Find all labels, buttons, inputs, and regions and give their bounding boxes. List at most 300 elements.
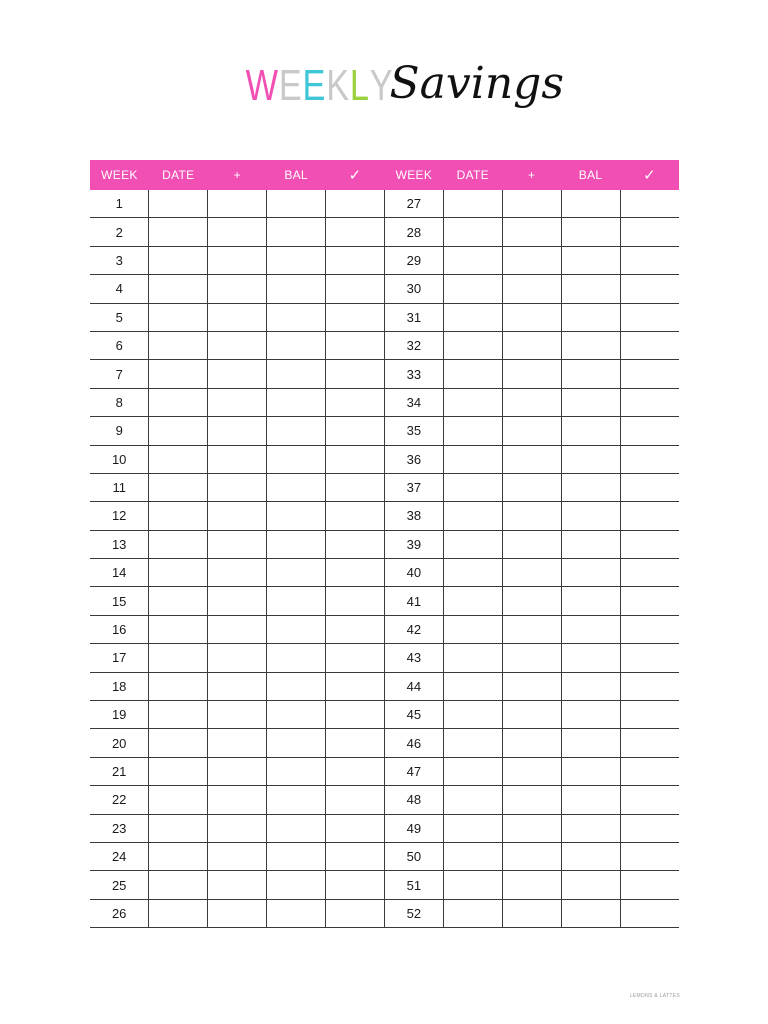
week-number-cell: 20 xyxy=(90,729,149,757)
header-date-left: DATE xyxy=(149,160,208,190)
week-number-cell: 3 xyxy=(90,246,149,274)
check-cell[interactable] xyxy=(326,842,385,870)
week-number-cell: 4 xyxy=(90,275,149,303)
footer-credit: LEMONS & LATTES xyxy=(629,993,680,999)
balance-cell[interactable] xyxy=(267,644,326,672)
date-cell[interactable] xyxy=(443,246,502,274)
table-row xyxy=(90,190,679,218)
date-cell[interactable] xyxy=(149,530,208,558)
date-cell[interactable] xyxy=(149,729,208,757)
week-number-cell: 48 xyxy=(384,786,443,814)
week-number-cell: 45 xyxy=(384,701,443,729)
table-row xyxy=(90,587,679,615)
header-check-right: ✓ xyxy=(620,160,679,190)
date-cell[interactable] xyxy=(149,587,208,615)
deposit-cell[interactable] xyxy=(502,842,561,870)
check-cell[interactable] xyxy=(326,218,385,246)
deposit-cell[interactable] xyxy=(502,473,561,501)
balance-cell[interactable] xyxy=(561,842,620,870)
check-cell[interactable] xyxy=(326,757,385,785)
deposit-cell[interactable] xyxy=(208,530,267,558)
balance-cell[interactable] xyxy=(267,871,326,899)
check-cell[interactable] xyxy=(326,445,385,473)
check-cell[interactable] xyxy=(326,559,385,587)
check-cell[interactable] xyxy=(326,275,385,303)
balance-cell[interactable] xyxy=(267,275,326,303)
date-cell[interactable] xyxy=(149,842,208,870)
balance-cell[interactable] xyxy=(267,473,326,501)
week-number-cell: 18 xyxy=(90,672,149,700)
date-cell[interactable] xyxy=(149,644,208,672)
balance-cell[interactable] xyxy=(267,842,326,870)
check-cell[interactable] xyxy=(326,701,385,729)
deposit-cell[interactable] xyxy=(208,275,267,303)
deposit-cell[interactable] xyxy=(502,729,561,757)
week-number-cell: 6 xyxy=(90,331,149,359)
deposit-cell[interactable] xyxy=(208,360,267,388)
check-cell[interactable] xyxy=(326,417,385,445)
week-number-cell: 10 xyxy=(90,445,149,473)
week-number-cell: 29 xyxy=(384,246,443,274)
check-cell[interactable] xyxy=(620,644,679,672)
date-cell[interactable] xyxy=(149,701,208,729)
deposit-cell[interactable] xyxy=(502,303,561,331)
deposit-cell[interactable] xyxy=(502,559,561,587)
week-number-cell: 27 xyxy=(384,190,443,218)
header-date-right: DATE xyxy=(443,160,502,190)
table-row xyxy=(90,445,679,473)
date-cell[interactable] xyxy=(443,445,502,473)
date-cell[interactable] xyxy=(443,190,502,218)
table-row xyxy=(90,729,679,757)
check-cell[interactable] xyxy=(326,587,385,615)
week-number-cell: 47 xyxy=(384,757,443,785)
deposit-cell[interactable] xyxy=(208,473,267,501)
week-number-cell: 25 xyxy=(90,871,149,899)
balance-cell[interactable] xyxy=(561,388,620,416)
header-week-left: WEEK xyxy=(90,160,149,190)
date-cell[interactable] xyxy=(149,899,208,927)
balance-cell[interactable] xyxy=(267,587,326,615)
title-letter: Y xyxy=(369,61,394,110)
date-cell[interactable] xyxy=(443,786,502,814)
date-cell[interactable] xyxy=(443,757,502,785)
date-cell[interactable] xyxy=(443,530,502,558)
deposit-cell[interactable] xyxy=(502,615,561,643)
date-cell[interactable] xyxy=(443,275,502,303)
table-row xyxy=(90,757,679,785)
balance-cell[interactable] xyxy=(267,331,326,359)
deposit-cell[interactable] xyxy=(502,218,561,246)
balance-cell[interactable] xyxy=(561,701,620,729)
week-number-cell: 43 xyxy=(384,644,443,672)
date-cell[interactable] xyxy=(149,275,208,303)
check-cell[interactable] xyxy=(620,218,679,246)
check-cell[interactable] xyxy=(620,473,679,501)
balance-cell[interactable] xyxy=(267,559,326,587)
deposit-cell[interactable] xyxy=(502,701,561,729)
check-cell[interactable] xyxy=(620,445,679,473)
balance-cell[interactable] xyxy=(561,502,620,530)
date-cell[interactable] xyxy=(443,615,502,643)
deposit-cell[interactable] xyxy=(208,757,267,785)
week-number-cell: 21 xyxy=(90,757,149,785)
deposit-cell[interactable] xyxy=(208,388,267,416)
check-cell[interactable] xyxy=(326,786,385,814)
date-cell[interactable] xyxy=(149,473,208,501)
deposit-cell[interactable] xyxy=(502,275,561,303)
week-number-cell: 24 xyxy=(90,842,149,870)
header-plus-left: + xyxy=(208,160,267,190)
check-cell[interactable] xyxy=(620,672,679,700)
check-cell[interactable] xyxy=(620,842,679,870)
check-cell[interactable] xyxy=(620,331,679,359)
balance-cell[interactable] xyxy=(267,388,326,416)
balance-cell[interactable] xyxy=(561,615,620,643)
check-cell[interactable] xyxy=(326,388,385,416)
date-cell[interactable] xyxy=(149,757,208,785)
check-cell[interactable] xyxy=(620,190,679,218)
date-cell[interactable] xyxy=(149,559,208,587)
balance-cell[interactable] xyxy=(561,473,620,501)
balance-cell[interactable] xyxy=(561,246,620,274)
table-row xyxy=(90,331,679,359)
week-number-cell: 46 xyxy=(384,729,443,757)
table-row xyxy=(90,218,679,246)
date-cell[interactable] xyxy=(149,615,208,643)
deposit-cell[interactable] xyxy=(208,729,267,757)
week-number-cell: 7 xyxy=(90,360,149,388)
balance-cell[interactable] xyxy=(267,814,326,842)
check-cell[interactable] xyxy=(620,388,679,416)
deposit-cell[interactable] xyxy=(208,786,267,814)
deposit-cell[interactable] xyxy=(502,871,561,899)
deposit-cell[interactable] xyxy=(502,417,561,445)
check-cell[interactable] xyxy=(620,729,679,757)
balance-cell[interactable] xyxy=(267,701,326,729)
balance-cell[interactable] xyxy=(561,303,620,331)
balance-cell[interactable] xyxy=(561,644,620,672)
header-week-right: WEEK xyxy=(384,160,443,190)
date-cell[interactable] xyxy=(149,445,208,473)
date-cell[interactable] xyxy=(443,871,502,899)
date-cell[interactable] xyxy=(443,303,502,331)
date-cell[interactable] xyxy=(149,331,208,359)
week-number-cell: 22 xyxy=(90,786,149,814)
week-number-cell: 31 xyxy=(384,303,443,331)
table-row xyxy=(90,360,679,388)
table-row xyxy=(90,899,679,927)
deposit-cell[interactable] xyxy=(502,246,561,274)
deposit-cell[interactable] xyxy=(208,246,267,274)
title-letter: K xyxy=(326,61,350,110)
check-cell[interactable] xyxy=(326,331,385,359)
week-number-cell: 38 xyxy=(384,502,443,530)
check-cell[interactable] xyxy=(326,473,385,501)
week-number-cell: 37 xyxy=(384,473,443,501)
date-cell[interactable] xyxy=(149,218,208,246)
table-row xyxy=(90,786,679,814)
balance-cell[interactable] xyxy=(561,729,620,757)
deposit-cell[interactable] xyxy=(208,871,267,899)
table-row xyxy=(90,303,679,331)
savings-tracker-table xyxy=(90,160,679,928)
balance-cell[interactable] xyxy=(561,871,620,899)
table-row xyxy=(90,871,679,899)
deposit-cell[interactable] xyxy=(208,615,267,643)
balance-cell[interactable] xyxy=(561,190,620,218)
check-cell[interactable] xyxy=(326,303,385,331)
table-row xyxy=(90,644,679,672)
deposit-cell[interactable] xyxy=(502,445,561,473)
table-row xyxy=(90,814,679,842)
table-row xyxy=(90,388,679,416)
deposit-cell[interactable] xyxy=(208,417,267,445)
table-row xyxy=(90,473,679,501)
balance-cell[interactable] xyxy=(561,757,620,785)
date-cell[interactable] xyxy=(443,587,502,615)
date-cell[interactable] xyxy=(443,701,502,729)
week-number-cell: 33 xyxy=(384,360,443,388)
deposit-cell[interactable] xyxy=(208,814,267,842)
deposit-cell[interactable] xyxy=(208,331,267,359)
week-number-cell: 49 xyxy=(384,814,443,842)
week-number-cell: 12 xyxy=(90,502,149,530)
balance-cell[interactable] xyxy=(561,331,620,359)
deposit-cell[interactable] xyxy=(502,587,561,615)
week-number-cell: 28 xyxy=(384,218,443,246)
balance-cell[interactable] xyxy=(561,786,620,814)
date-cell[interactable] xyxy=(149,303,208,331)
week-number-cell: 15 xyxy=(90,587,149,615)
balance-cell[interactable] xyxy=(267,899,326,927)
balance-cell[interactable] xyxy=(267,729,326,757)
balance-cell[interactable] xyxy=(561,445,620,473)
table-row xyxy=(90,530,679,558)
deposit-cell[interactable] xyxy=(502,388,561,416)
deposit-cell[interactable] xyxy=(208,672,267,700)
date-cell[interactable] xyxy=(443,360,502,388)
check-cell[interactable] xyxy=(620,899,679,927)
table-row xyxy=(90,417,679,445)
balance-cell[interactable] xyxy=(561,530,620,558)
header-bal-left: BAL xyxy=(267,160,326,190)
check-cell[interactable] xyxy=(620,530,679,558)
deposit-cell[interactable] xyxy=(208,644,267,672)
deposit-cell[interactable] xyxy=(208,190,267,218)
week-number-cell: 17 xyxy=(90,644,149,672)
date-cell[interactable] xyxy=(443,814,502,842)
week-number-cell: 40 xyxy=(384,559,443,587)
week-number-cell: 44 xyxy=(384,672,443,700)
date-cell[interactable] xyxy=(443,417,502,445)
title-letter: E xyxy=(278,61,303,110)
check-cell[interactable] xyxy=(326,190,385,218)
deposit-cell[interactable] xyxy=(208,899,267,927)
date-cell[interactable] xyxy=(443,502,502,530)
balance-cell[interactable] xyxy=(267,786,326,814)
table-row xyxy=(90,672,679,700)
date-cell[interactable] xyxy=(443,331,502,359)
title-letter: L xyxy=(349,61,370,110)
balance-cell[interactable] xyxy=(561,672,620,700)
header-check-left: ✓ xyxy=(326,160,385,190)
balance-cell[interactable] xyxy=(267,360,326,388)
balance-cell[interactable] xyxy=(267,218,326,246)
date-cell[interactable] xyxy=(149,814,208,842)
check-cell[interactable] xyxy=(620,246,679,274)
deposit-cell[interactable] xyxy=(502,190,561,218)
balance-cell[interactable] xyxy=(267,445,326,473)
check-cell[interactable] xyxy=(620,417,679,445)
deposit-cell[interactable] xyxy=(502,530,561,558)
date-cell[interactable] xyxy=(443,842,502,870)
date-cell[interactable] xyxy=(443,899,502,927)
balance-cell[interactable] xyxy=(267,190,326,218)
check-cell[interactable] xyxy=(620,701,679,729)
title-savings: Savings xyxy=(389,58,564,109)
balance-cell[interactable] xyxy=(561,814,620,842)
check-cell[interactable] xyxy=(326,615,385,643)
balance-cell[interactable] xyxy=(267,757,326,785)
check-cell[interactable] xyxy=(326,871,385,899)
table-row xyxy=(90,275,679,303)
check-cell[interactable] xyxy=(620,360,679,388)
table-row xyxy=(90,701,679,729)
balance-cell[interactable] xyxy=(561,559,620,587)
balance-cell[interactable] xyxy=(267,672,326,700)
week-number-cell: 30 xyxy=(384,275,443,303)
date-cell[interactable] xyxy=(149,502,208,530)
date-cell[interactable] xyxy=(149,786,208,814)
week-number-cell: 23 xyxy=(90,814,149,842)
date-cell[interactable] xyxy=(149,190,208,218)
balance-cell[interactable] xyxy=(561,360,620,388)
check-cell[interactable] xyxy=(620,871,679,899)
date-cell[interactable] xyxy=(149,246,208,274)
check-cell[interactable] xyxy=(326,899,385,927)
week-number-cell: 14 xyxy=(90,559,149,587)
deposit-cell[interactable] xyxy=(208,218,267,246)
deposit-cell[interactable] xyxy=(208,445,267,473)
deposit-cell[interactable] xyxy=(502,814,561,842)
check-cell[interactable] xyxy=(620,303,679,331)
week-number-cell: 35 xyxy=(384,417,443,445)
week-number-cell: 13 xyxy=(90,530,149,558)
deposit-cell[interactable] xyxy=(208,842,267,870)
balance-cell[interactable] xyxy=(267,502,326,530)
check-cell[interactable] xyxy=(620,275,679,303)
week-number-cell: 32 xyxy=(384,331,443,359)
week-number-cell: 26 xyxy=(90,899,149,927)
deposit-cell[interactable] xyxy=(208,587,267,615)
week-number-cell: 5 xyxy=(90,303,149,331)
check-cell[interactable] xyxy=(620,502,679,530)
check-cell[interactable] xyxy=(620,757,679,785)
check-cell[interactable] xyxy=(326,502,385,530)
check-cell[interactable] xyxy=(326,644,385,672)
date-cell[interactable] xyxy=(443,218,502,246)
header-bal-right: BAL xyxy=(561,160,620,190)
table-row xyxy=(90,502,679,530)
date-cell[interactable] xyxy=(443,473,502,501)
balance-cell[interactable] xyxy=(267,417,326,445)
deposit-cell[interactable] xyxy=(502,757,561,785)
deposit-cell[interactable] xyxy=(502,899,561,927)
balance-cell[interactable] xyxy=(267,246,326,274)
date-cell[interactable] xyxy=(443,644,502,672)
check-cell[interactable] xyxy=(620,786,679,814)
table-row xyxy=(90,559,679,587)
check-cell[interactable] xyxy=(620,814,679,842)
deposit-cell[interactable] xyxy=(502,644,561,672)
deposit-cell[interactable] xyxy=(502,672,561,700)
page-title xyxy=(0,58,768,138)
week-number-cell: 50 xyxy=(384,842,443,870)
check-cell[interactable] xyxy=(620,587,679,615)
deposit-cell[interactable] xyxy=(502,360,561,388)
week-number-cell: 42 xyxy=(384,615,443,643)
week-number-cell: 11 xyxy=(90,473,149,501)
deposit-cell[interactable] xyxy=(208,559,267,587)
check-cell[interactable] xyxy=(326,530,385,558)
week-number-cell: 19 xyxy=(90,701,149,729)
balance-cell[interactable] xyxy=(561,899,620,927)
deposit-cell[interactable] xyxy=(208,701,267,729)
check-cell[interactable] xyxy=(326,729,385,757)
deposit-cell[interactable] xyxy=(502,502,561,530)
balance-cell[interactable] xyxy=(561,218,620,246)
week-number-cell: 34 xyxy=(384,388,443,416)
week-number-cell: 8 xyxy=(90,388,149,416)
title-letter: W xyxy=(245,61,279,110)
week-number-cell: 36 xyxy=(384,445,443,473)
check-cell[interactable] xyxy=(326,814,385,842)
check-cell[interactable] xyxy=(326,672,385,700)
deposit-cell[interactable] xyxy=(208,303,267,331)
week-number-cell: 1 xyxy=(90,190,149,218)
balance-cell[interactable] xyxy=(267,615,326,643)
date-cell[interactable] xyxy=(443,559,502,587)
balance-cell[interactable] xyxy=(561,275,620,303)
balance-cell[interactable] xyxy=(267,530,326,558)
date-cell[interactable] xyxy=(149,360,208,388)
week-number-cell: 39 xyxy=(384,530,443,558)
check-cell[interactable] xyxy=(620,615,679,643)
date-cell[interactable] xyxy=(443,672,502,700)
date-cell[interactable] xyxy=(149,672,208,700)
check-cell[interactable] xyxy=(326,246,385,274)
table-row xyxy=(90,246,679,274)
week-number-cell: 9 xyxy=(90,417,149,445)
week-number-cell: 52 xyxy=(384,899,443,927)
header-plus-right: + xyxy=(502,160,561,190)
date-cell[interactable] xyxy=(443,388,502,416)
deposit-cell[interactable] xyxy=(208,502,267,530)
balance-cell[interactable] xyxy=(561,417,620,445)
deposit-cell[interactable] xyxy=(502,331,561,359)
check-cell[interactable] xyxy=(326,360,385,388)
date-cell[interactable] xyxy=(149,388,208,416)
balance-cell[interactable] xyxy=(561,587,620,615)
date-cell[interactable] xyxy=(443,729,502,757)
check-cell[interactable] xyxy=(620,559,679,587)
deposit-cell[interactable] xyxy=(502,786,561,814)
date-cell[interactable] xyxy=(149,871,208,899)
date-cell[interactable] xyxy=(149,417,208,445)
balance-cell[interactable] xyxy=(267,303,326,331)
week-number-cell: 51 xyxy=(384,871,443,899)
